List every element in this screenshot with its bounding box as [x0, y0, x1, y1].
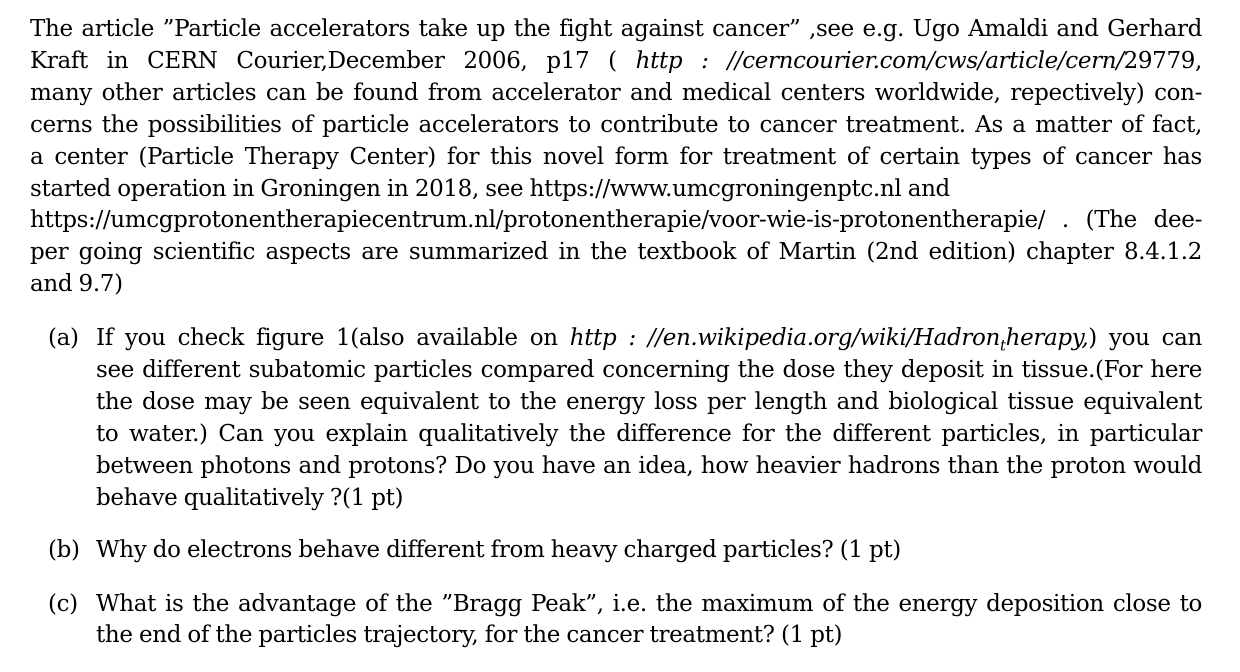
item-body [96, 323, 1202, 514]
text-line: Why do electrons behave different from heavy charged particles? (1 pt) [96, 536, 901, 563]
text-line: What is the advantage of the ”Bragg Peak”, i.e. the maximum of the energy deposition close to [96, 590, 1202, 617]
question-list [30, 323, 1202, 652]
url-part: http : //en.wikipedia.org/wiki/Hadron [569, 325, 1000, 352]
text-line: the dose may be seen equivalent to the energy loss per length and biological tissue equivalent [96, 388, 1202, 415]
question-c [30, 589, 1202, 653]
url-text: http : //cerncourier.com/cws/article/cern/ [635, 47, 1124, 74]
item-label: (b) [48, 536, 80, 563]
text-line: and 9.7) [30, 271, 123, 298]
text-line: to water.) Can you explain qualitatively the difference for the different particles, in particular [96, 420, 1202, 447]
text-line: https://umcgprotonentherapiecentrum.nl/protonentherapie/voor-wie-is-protonentherapie/ . (The dee- [30, 207, 1202, 234]
text-line: cerns the possibilities of particle accelerators to contribute to cancer treatment. As a matter of fact, [30, 111, 1202, 138]
item-label: (c) [48, 590, 78, 617]
text-line: behave qualitatively ?(1 pt) [96, 484, 404, 511]
url-subscript: t [999, 336, 1006, 355]
text-line: The article ”Particle accelerators take up the fight against cancer” ,see e.g. Ugo Amaldi and Gerhard [30, 16, 1202, 42]
text-line [30, 46, 1202, 78]
text-span: 29779, [1123, 47, 1202, 74]
url-part: herapy, [1005, 325, 1089, 352]
question-b [30, 535, 1202, 567]
item-label: (a) [48, 325, 79, 352]
document-page [30, 14, 1202, 672]
text-span: If you check figure 1(also available on [96, 325, 558, 352]
intro-paragraph [30, 14, 1202, 301]
url-text [569, 325, 1089, 355]
text-line: a center (Particle Therapy Center) for this novel form for treatment of certain types of cancer has [30, 143, 1202, 170]
question-a [30, 323, 1202, 514]
text-line: between photons and protons? Do you have an idea, how heavier hadrons than the proton would [96, 452, 1202, 479]
text-line: per going scientific aspects are summarized in the textbook of Martin (2nd edition) chapter 8.4.1.2 [30, 239, 1202, 266]
text-line: started operation in Groningen in 2018, see https://www.umcgroningenptc.nl and [30, 175, 950, 202]
text-line [96, 323, 1202, 355]
item-body [96, 535, 1202, 567]
text-line: the end of the particles trajectory, for the cancer treatment? (1 pt) [96, 622, 843, 649]
text-line: see different subatomic particles compared concerning the dose they deposit in tissue.(For here [96, 357, 1202, 384]
text-span: Kraft in CERN Courier,December 2006, p17 ( [30, 47, 617, 74]
text-line: many other articles can be found from accelerator and medical centers worldwide, repectively) con- [30, 79, 1202, 106]
text-span: ) you can [1088, 325, 1202, 352]
item-body [96, 589, 1202, 653]
